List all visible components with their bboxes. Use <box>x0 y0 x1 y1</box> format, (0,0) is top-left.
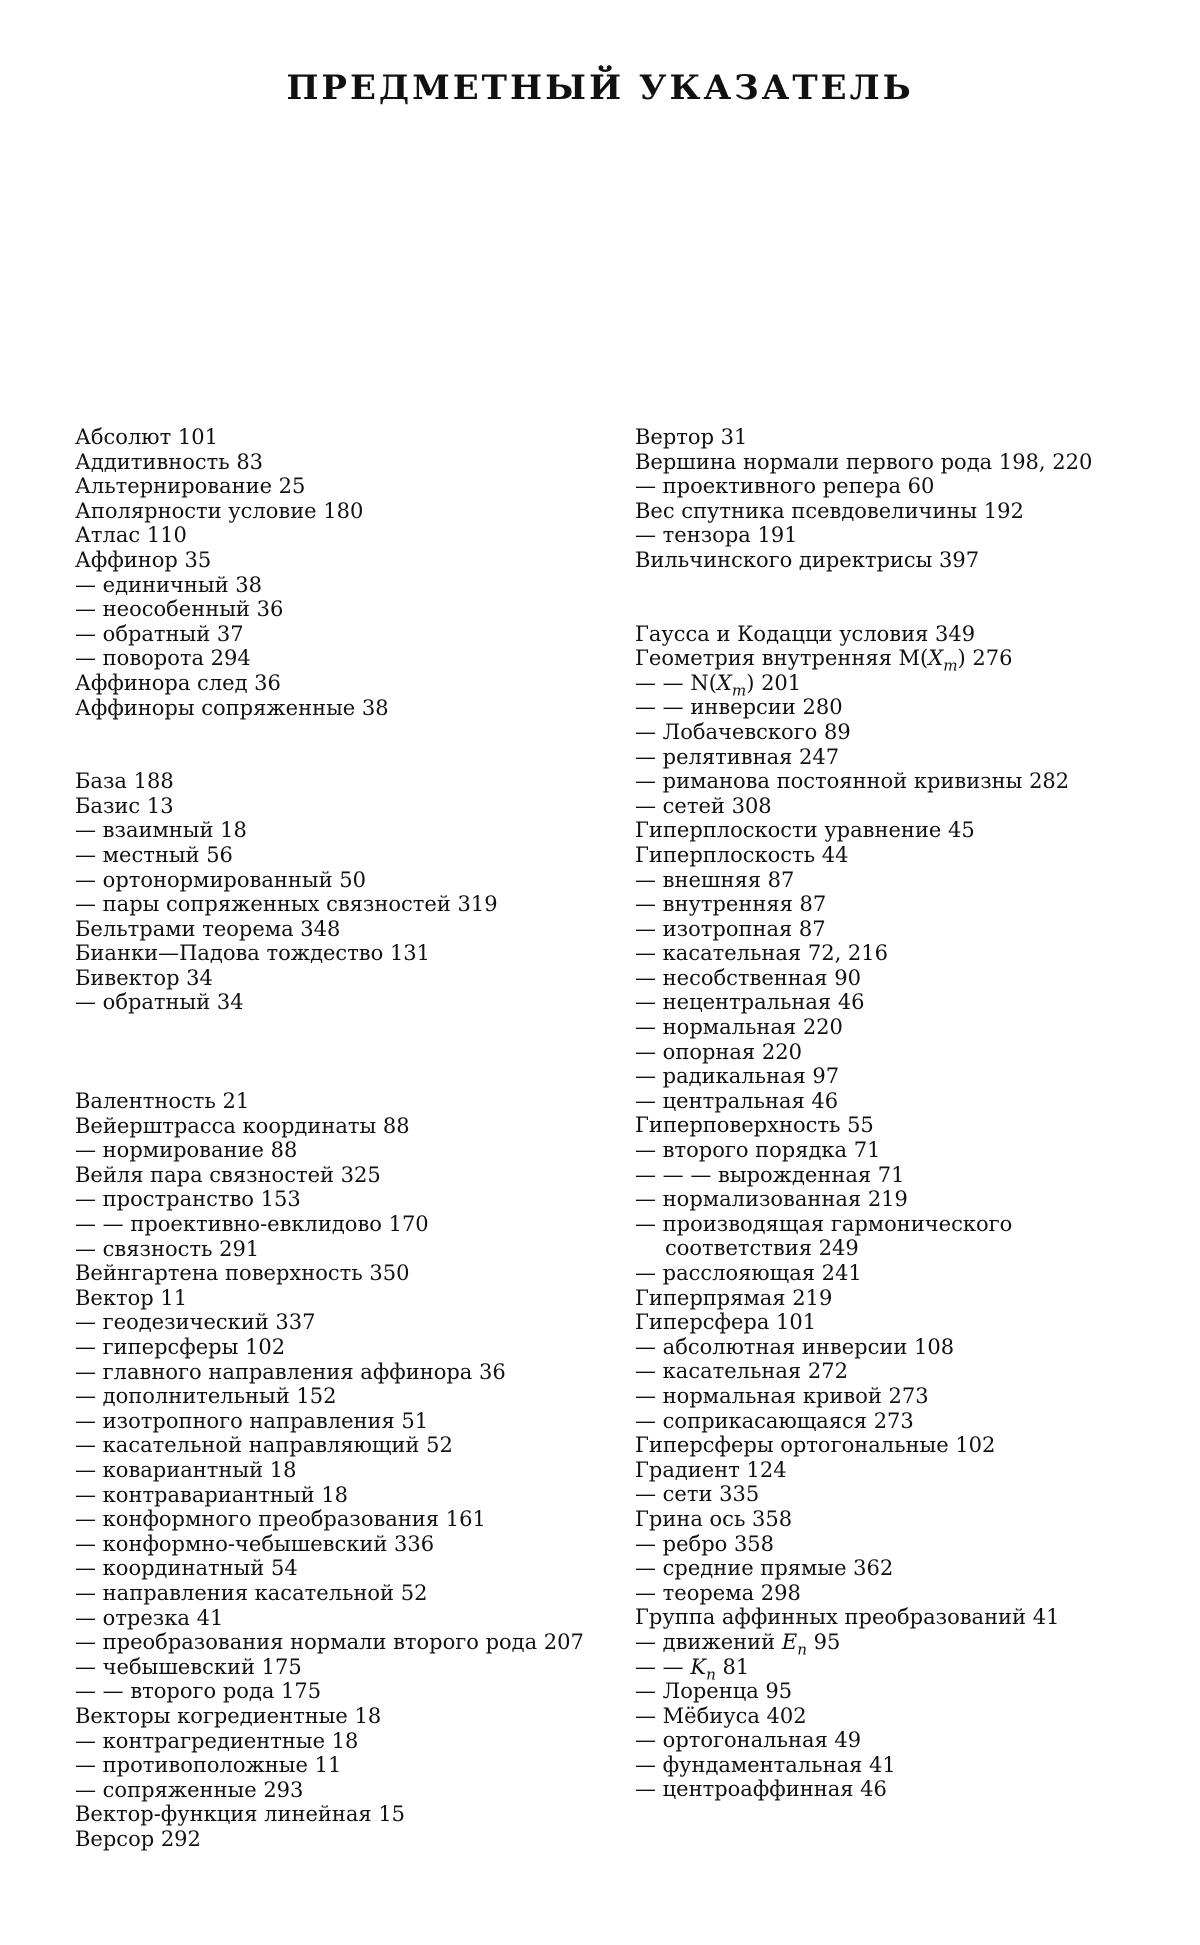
index-entry: Вейля пара связностей 325 <box>75 1162 381 1187</box>
index-entry: Вейнгартена поверхность 350 <box>75 1261 410 1286</box>
index-entry: — изотропного направления 51 <box>75 1408 429 1433</box>
index-entry: Бианки—Падова тождество 131 <box>75 941 431 966</box>
index-entry: — сети 335 <box>635 1482 760 1507</box>
index-entry: — связность 291 <box>75 1236 260 1261</box>
index-entry: — центроаффинная 46 <box>635 1777 887 1802</box>
letter-group-gap <box>635 573 1135 622</box>
index-entry: — нормальная кривой 273 <box>635 1383 929 1408</box>
index-entry: Аффиноры сопряженные 38 <box>75 695 389 720</box>
index-entry: — поворота 294 <box>75 646 251 671</box>
index-entry: — абсолютная инверсии 108 <box>635 1334 955 1359</box>
index-entry: — средние прямые 362 <box>635 1556 894 1581</box>
index-entry: Базис 13 <box>75 793 174 818</box>
index-entry: Геометрия внутренняя $M(X_m)$ 276 <box>635 646 1013 675</box>
index-entry: Вильчинского директрисы 397 <box>635 547 980 572</box>
index-entry: — единичный 38 <box>75 572 263 597</box>
index-entry: — — $K_n$ 81 <box>635 1654 750 1683</box>
index-entry: — касательная 272 <box>635 1359 848 1384</box>
index-entry: Аддитивность 83 <box>75 449 264 474</box>
index-entry: — гиперсферы 102 <box>75 1335 286 1359</box>
index-entry: — Лобачевского 89 <box>635 719 851 744</box>
index-entry: — — — вырожденная 71 <box>635 1162 905 1187</box>
index-entry: Вертор 31 <box>635 425 748 449</box>
index-entry: — контравариантный 18 <box>75 1482 349 1507</box>
letter-group <box>75 769 585 1015</box>
index-entry: — — второго рода 175 <box>75 1679 322 1704</box>
index-entry: — ребро 358 <box>635 1531 775 1556</box>
index-entry: — опорная 220 <box>635 1039 802 1064</box>
index-entry: Градиент 124 <box>635 1457 787 1482</box>
index-entry: — внутренняя 87 <box>635 892 827 917</box>
index-entry: — теорема 298 <box>635 1580 801 1605</box>
index-entry: — радикальная 97 <box>635 1064 840 1089</box>
index-entry: — — проективно-евклидово 170 <box>75 1212 429 1237</box>
index-entry: Бельтрами теорема 348 <box>75 916 341 941</box>
letter-group <box>635 425 1135 573</box>
index-entry: — преобразования нормали второго рода 207 <box>75 1630 584 1655</box>
letter-group <box>635 622 1135 1803</box>
index-entry: — направления касательной 52 <box>75 1580 428 1605</box>
index-entry: — противоположные 11 <box>75 1753 342 1778</box>
index-entry: — ортогональная 49 <box>635 1728 862 1753</box>
index-entry: — риманова постоянной кривизны 282 <box>635 769 1070 794</box>
index-entry: — Лоренца 95 <box>635 1679 793 1704</box>
index-entry: — расслояющая 241 <box>635 1261 862 1285</box>
index-entry: — отрезка 41 <box>75 1605 224 1630</box>
index-entry: Гиперплоскости уравнение 45 <box>635 818 975 843</box>
index-entry: Бивектор 34 <box>75 965 213 990</box>
index-entry: Гиперсферы ортогональные 102 <box>635 1433 996 1458</box>
index-entry: — пространство 153 <box>75 1187 301 1212</box>
index-entry: — обратный 34 <box>75 990 244 1015</box>
index-entry: — нормализованная 219 <box>635 1187 908 1212</box>
index-entry: — главного направления аффинора 36 <box>75 1359 506 1384</box>
index-entry: — производящая гармонического соответствия 249 <box>635 1211 1013 1261</box>
index-entry: Вейерштрасса координаты 88 <box>75 1113 410 1138</box>
index-entry: Атлас 110 <box>75 523 187 548</box>
page-title: ПРЕДМЕТНЫЙ УКАЗАТЕЛЬ <box>286 68 914 108</box>
index-entry: Гаусса и Кодацци условия 349 <box>635 621 976 646</box>
index-entry: — координатный 54 <box>75 1556 298 1581</box>
index-entry: — движений $E_n$ 95 <box>635 1629 841 1659</box>
index-entry: — тензора 191 <box>635 523 798 548</box>
index-column-left <box>75 425 585 1851</box>
index-entry: Вектор 11 <box>75 1285 188 1310</box>
index-entry: Гиперпрямая 219 <box>635 1285 833 1310</box>
index-entry: — фундаментальная 41 <box>635 1752 896 1777</box>
index-entry: — сетей 308 <box>635 793 772 818</box>
index-entry: Гиперсфера 101 <box>635 1310 817 1335</box>
index-entry: — геодезический 337 <box>75 1310 316 1335</box>
index-entry: — контрагредиентные 18 <box>75 1728 359 1753</box>
index-entry: — нормирование 88 <box>75 1138 298 1163</box>
index-entry: — изотропная 87 <box>635 916 826 941</box>
index-entry: — соприкасающаяся 273 <box>635 1408 914 1433</box>
index-entry: — пары сопряженных связностей 319 <box>75 892 498 917</box>
index-entry: Аффинора след 36 <box>75 670 281 695</box>
index-entry: Гиперповерхность 55 <box>635 1113 874 1138</box>
index-entry: Вектор-функция линейная 15 <box>75 1802 406 1827</box>
index-entry: Вес спутника псевдовеличины 192 <box>635 498 1024 523</box>
index-entry: Абсолют 101 <box>75 425 218 449</box>
index-entry: — конформного преобразования 161 <box>75 1507 486 1532</box>
index-entry: Валентность 21 <box>75 1089 250 1114</box>
index-entry: Векторы когредиентные 18 <box>75 1703 382 1728</box>
index-entry: — касательной направляющий 52 <box>75 1433 453 1458</box>
index-entry: — несобственная 90 <box>635 965 861 990</box>
index-entry: — взаимный 18 <box>75 818 247 843</box>
index-entry: — чебышевский 175 <box>75 1654 302 1679</box>
index-entry: — обратный 37 <box>75 621 244 646</box>
letter-group-gap <box>75 1015 585 1089</box>
index-entry: — релятивная 247 <box>635 744 840 769</box>
index-entry: — конформно-чебышевский 336 <box>75 1531 435 1556</box>
index-entry: Альтернирование 25 <box>75 474 306 499</box>
index-entry: — Мёбиуса 402 <box>635 1703 807 1728</box>
index-entry: — внешняя 87 <box>635 867 795 892</box>
index-column-right <box>635 425 1135 1802</box>
index-entry: — нормальная 220 <box>635 1015 843 1040</box>
index-entry: — дополнительный 152 <box>75 1384 337 1409</box>
index-entry: — центральная 46 <box>635 1088 839 1113</box>
index-entry: — касательная 72, 216 <box>635 941 889 966</box>
index-entry: Группа аффинных преобразований 41 <box>635 1605 1060 1630</box>
index-entry: — ковариантный 18 <box>75 1457 297 1482</box>
letter-group <box>75 425 585 720</box>
index-entry: Грина ось 358 <box>635 1506 793 1531</box>
index-entry: — сопряженные 293 <box>75 1777 304 1802</box>
index-entry: — второго порядка 71 <box>635 1138 881 1163</box>
index-entry: Версор 292 <box>75 1826 201 1851</box>
index-entry: База 188 <box>75 769 174 794</box>
index-entry: — проективного репера 60 <box>635 474 935 499</box>
index-entry: Аффинор 35 <box>75 547 212 572</box>
index-entry: — неособенный 36 <box>75 597 284 622</box>
index-entry: Гиперплоскость 44 <box>635 842 849 867</box>
letter-group-gap <box>75 720 585 769</box>
index-entry: — нецентральная 46 <box>635 990 865 1015</box>
index-entry: Аполярности условие 180 <box>75 498 364 523</box>
letter-group <box>75 1089 585 1851</box>
index-entry: — — $N(X_m)$ 201 <box>635 670 802 700</box>
index-entry: — местный 56 <box>75 842 233 867</box>
index-entry: Вершина нормали первого рода 198, 220 <box>635 449 1093 474</box>
index-entry: — ортонормированный 50 <box>75 867 366 892</box>
index-entry: — — инверсии 280 <box>635 695 843 720</box>
